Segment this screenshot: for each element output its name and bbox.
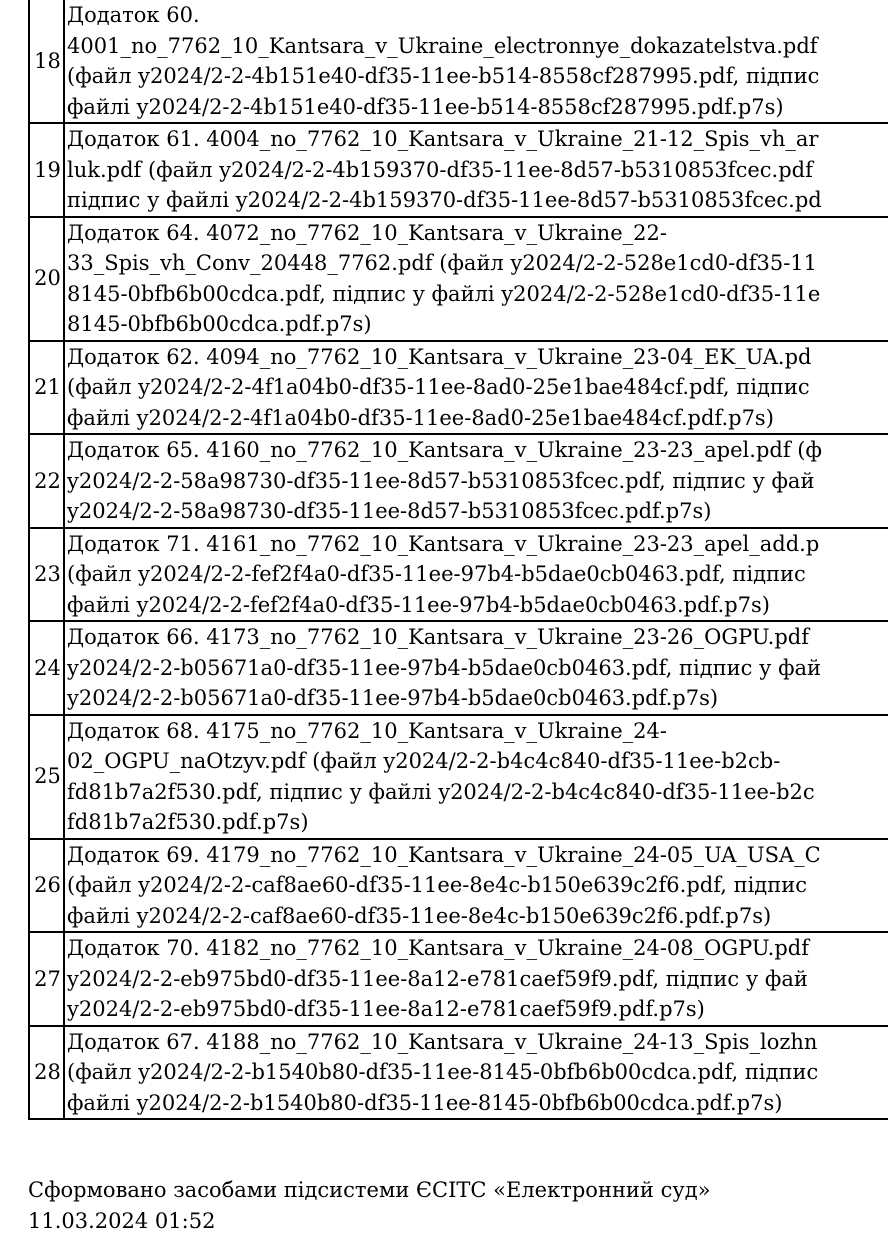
appendix-table-body — [29, 0, 888, 1119]
footer-generated-by: Сформовано засобами підсистеми ЄСІТС «Електронний суд» — [28, 1178, 711, 1202]
attachment-line: (файл y2024/2-2-caf8ae60-df35-11ee-8e4c-b150e639c2f6.pdf, підпис — [67, 873, 807, 897]
attachment-line: файлі y2024/2-2-fef2f4a0-df35-11ee-97b4-b5dae0cb0463.pdf.p7s) — [67, 592, 770, 617]
attachment-description — [64, 434, 888, 528]
attachment-line: 4001_no_7762_10_Kantsara_v_Ukraine_electronnye_dokazatelstva.pdf — [67, 33, 818, 58]
table-row — [29, 0, 888, 123]
attachment-line: fd81b7a2f530.pdf.p7s) — [67, 810, 309, 834]
table-row — [29, 123, 888, 217]
row-number: 22 — [29, 434, 64, 528]
attachment-description — [64, 123, 888, 217]
attachment-line: (файл y2024/2-2-4f1a04b0-df35-11ee-8ad0-25e1bae484cf.pdf, підпис — [67, 375, 810, 399]
row-number: 19 — [29, 123, 64, 217]
attachment-line: y2024/2-2-b05671a0-df35-11ee-97b4-b5dae0cb0463.pdf, підпис у фай — [67, 655, 822, 680]
table-row — [29, 621, 888, 715]
attachment-line: Додаток 60. — [67, 3, 200, 27]
attachment-line: Додаток 67. 4188_no_7762_10_Kantsara_v_Ukraine_24-13_Spis_lozhn — [67, 1029, 818, 1054]
attachment-line: Додаток 61. 4004_no_7762_10_Kantsara_v_Ukraine_21-12_Spis_vh_ar — [67, 127, 819, 151]
attachment-line: Додаток 64. 4072_no_7762_10_Kantsara_v_Ukraine_22- — [67, 220, 667, 245]
attachment-line: Додаток 62. 4094_no_7762_10_Kantsara_v_Ukraine_23-04_EK_UA.pd — [67, 344, 812, 369]
attachment-line: 33_Spis_vh_Conv_20448_7762.pdf (файл y2024/2-2-528e1cd0-df35-11 — [67, 251, 818, 275]
attachment-line: y2024/2-2-58a98730-df35-11ee-8d57-b5310853fcec.pdf.p7s) — [67, 499, 712, 523]
table-row — [29, 839, 888, 933]
attachment-line: y2024/2-2-b05671a0-df35-11ee-97b4-b5dae0cb0463.pdf.p7s) — [67, 686, 719, 710]
attachment-description — [64, 0, 888, 123]
attachment-description — [64, 621, 888, 715]
table-row — [29, 932, 888, 1026]
row-number: 24 — [29, 621, 64, 715]
attachment-line: 02_OGPU_naOtzyv.pdf (файл y2024/2-2-b4c4c840-df35-11ee-b2cb- — [67, 749, 781, 773]
attachment-line: Додаток 66. 4173_no_7762_10_Kantsara_v_Ukraine_23-26_OGPU.pdf — [67, 625, 810, 649]
footer-timestamp: 11.03.2024 01:52 — [28, 1208, 216, 1233]
table-row — [29, 217, 888, 341]
row-number: 20 — [29, 217, 64, 341]
attachment-line: y2024/2-2-58a98730-df35-11ee-8d57-b5310853fcec.pdf, підпис у фай — [67, 468, 815, 493]
attachment-description — [64, 1026, 888, 1120]
row-number: 21 — [29, 341, 64, 435]
attachment-line: y2024/2-2-eb975bd0-df35-11ee-8a12-e781caef59f9.pdf, підпис у фай — [67, 966, 808, 991]
row-number: 28 — [29, 1026, 64, 1120]
attachment-line: Додаток 68. 4175_no_7762_10_Kantsara_v_Ukraine_24- — [67, 718, 667, 743]
attachment-description — [64, 341, 888, 435]
attachment-line: luk.pdf (файл y2024/2-2-4b159370-df35-11ee-8d57-b5310853fcec.pdf — [67, 157, 813, 182]
row-number: 23 — [29, 528, 64, 622]
attachment-line: 8145-0bfb6b00cdca.pdf, підпис у файлі y2024/2-2-528e1cd0-df35-11e — [67, 281, 821, 306]
row-number: 25 — [29, 715, 64, 839]
attachment-description — [64, 715, 888, 839]
attachment-line: файлі y2024/2-2-b1540b80-df35-11ee-8145-0bfb6b00cdca.pdf.p7s) — [67, 1090, 783, 1115]
row-number: 27 — [29, 932, 64, 1026]
attachment-description — [64, 217, 888, 341]
attachment-line: (файл y2024/2-2-fef2f4a0-df35-11ee-97b4-b5dae0cb0463.pdf, підпис — [67, 562, 806, 586]
attachment-line: 8145-0bfb6b00cdca.pdf.p7s) — [67, 312, 372, 336]
attachment-line: Додаток 71. 4161_no_7762_10_Kantsara_v_Ukraine_23-23_apel_add.p — [67, 531, 820, 556]
attachment-line: файлі y2024/2-2-caf8ae60-df35-11ee-8e4c-b150e639c2f6.pdf.p7s) — [67, 903, 772, 928]
attachment-description — [64, 839, 888, 933]
appendix-table-viewport — [28, 0, 888, 1144]
attachment-line: підпис у файлі y2024/2-2-4b159370-df35-11ee-8d57-b5310853fcec.pd — [67, 188, 822, 212]
attachment-line: Додаток 69. 4179_no_7762_10_Kantsara_v_Ukraine_24-05_UA_USA_C — [67, 842, 821, 867]
attachment-description — [64, 932, 888, 1026]
attachment-line: y2024/2-2-eb975bd0-df35-11ee-8a12-e781caef59f9.pdf.p7s) — [67, 997, 705, 1021]
row-number: 26 — [29, 839, 64, 933]
table-row — [29, 715, 888, 839]
table-row — [29, 341, 888, 435]
appendix-table — [28, 0, 888, 1120]
attachment-line: (файл y2024/2-2-4b151e40-df35-11ee-b514-8558cf287995.pdf, підпис — [67, 64, 820, 88]
attachment-line: файлі y2024/2-2-4b151e40-df35-11ee-b514-8558cf287995.pdf.p7s) — [67, 94, 784, 119]
attachment-line: fd81b7a2f530.pdf, підпис у файлі y2024/2-2-b4c4c840-df35-11ee-b2c — [67, 779, 815, 804]
document-footer — [28, 1175, 711, 1236]
attachment-line: файлі y2024/2-2-4f1a04b0-df35-11ee-8ad0-25e1bae484cf.pdf.p7s) — [67, 405, 774, 430]
attachment-description — [64, 528, 888, 622]
attachment-line: (файл y2024/2-2-b1540b80-df35-11ee-8145-0bfb6b00cdca.pdf, підпис — [67, 1060, 819, 1084]
attachment-line: Додаток 70. 4182_no_7762_10_Kantsara_v_Ukraine_24-08_OGPU.pdf — [67, 936, 810, 960]
row-number: 18 — [29, 0, 64, 123]
table-row — [29, 1026, 888, 1120]
table-row — [29, 528, 888, 622]
table-row — [29, 434, 888, 528]
attachment-line: Додаток 65. 4160_no_7762_10_Kantsara_v_Ukraine_23-23_apel.pdf (ф — [67, 438, 822, 462]
